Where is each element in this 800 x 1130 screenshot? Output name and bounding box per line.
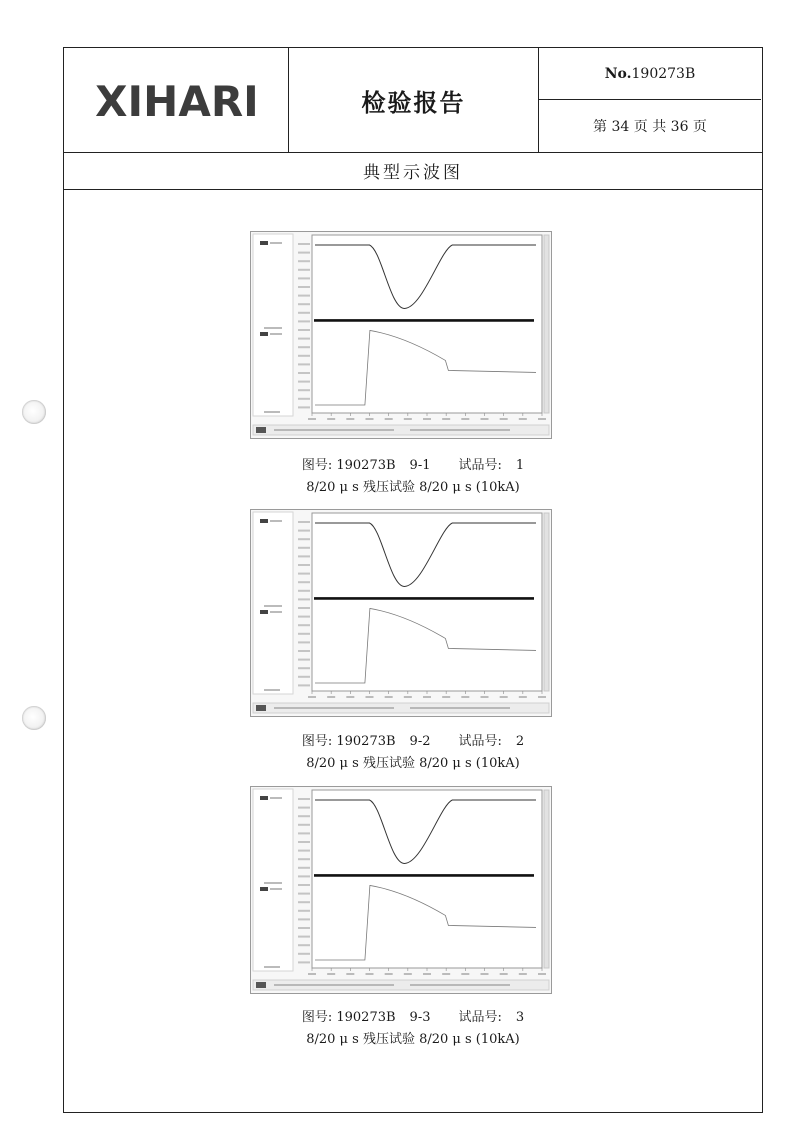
y-tick-label <box>298 312 310 314</box>
x-tick-label <box>327 973 335 975</box>
x-tick-label <box>519 418 527 420</box>
y-tick-label <box>298 252 310 254</box>
sample-number: 3 <box>515 1010 525 1025</box>
oscillogram-screen <box>250 509 552 717</box>
y-tick-label <box>298 624 310 626</box>
sample-number: 1 <box>515 458 525 473</box>
y-tick-label <box>298 650 310 652</box>
x-tick-label <box>308 973 316 975</box>
y-tick-label <box>298 564 310 566</box>
y-tick-label <box>298 944 310 946</box>
group-label <box>264 605 282 607</box>
y-tick-label <box>298 573 310 575</box>
channel-1-swatch <box>260 519 268 523</box>
figure-label: 图号: <box>301 458 333 473</box>
x-tick-label <box>346 418 354 420</box>
status-button <box>256 982 266 988</box>
x-tick-label <box>404 418 412 420</box>
channel-1-label <box>270 520 282 522</box>
y-tick-label <box>298 858 310 860</box>
group-label <box>264 327 282 329</box>
oscillogram-screen <box>250 786 552 994</box>
y-tick-label <box>298 667 310 669</box>
y-tick-label <box>298 381 310 383</box>
y-tick-label <box>298 684 310 686</box>
y-tick-label <box>298 398 310 400</box>
y-tick-label <box>298 286 310 288</box>
x-tick-label <box>442 973 450 975</box>
y-tick-label <box>298 590 310 592</box>
x-tick-label <box>404 696 412 698</box>
x-tick-label <box>385 418 393 420</box>
y-tick-label <box>298 363 310 365</box>
report-number-value: 190273B <box>631 65 696 82</box>
channel-panel <box>253 234 293 416</box>
figure-number: 190273B <box>336 458 396 473</box>
page-info: 第 34 页 共 36 页 <box>593 119 707 135</box>
y-tick-label <box>298 346 310 348</box>
y-tick-label <box>298 389 310 391</box>
figure-sub: 9-3 <box>409 1010 431 1025</box>
channel-2-swatch <box>260 887 268 891</box>
y-tick-label <box>298 918 310 920</box>
y-tick-label <box>298 875 310 877</box>
y-tick-label <box>298 372 310 374</box>
y-tick-label <box>298 841 310 843</box>
channel-2-swatch <box>260 332 268 336</box>
y-tick-label <box>298 893 310 895</box>
y-tick-label <box>298 581 310 583</box>
x-tick-label <box>423 418 431 420</box>
x-tick-label <box>366 973 374 975</box>
x-tick-label <box>366 696 374 698</box>
y-tick-label <box>298 676 310 678</box>
x-tick-label <box>538 696 546 698</box>
report-number-label: No. <box>604 65 632 82</box>
channel-2-label <box>270 611 282 613</box>
figure-id-line <box>63 1007 763 1029</box>
oscillogram-1 <box>250 231 552 439</box>
x-tick-label <box>481 973 489 975</box>
sample-label: 试品号: <box>458 734 502 749</box>
channel-1-swatch <box>260 241 268 245</box>
figure-caption-2 <box>63 731 763 775</box>
sample-number: 2 <box>515 734 525 749</box>
y-tick-label <box>298 901 310 903</box>
figure-sub: 9-2 <box>409 734 431 749</box>
y-tick-label <box>298 555 310 557</box>
channel-2-label <box>270 333 282 335</box>
status-readout-2 <box>410 984 510 986</box>
channel-panel <box>253 789 293 971</box>
y-tick-label <box>298 598 310 600</box>
oscillogram-3 <box>250 786 552 994</box>
y-tick-label <box>298 910 310 912</box>
company-logo <box>82 70 272 130</box>
x-tick-label <box>461 973 469 975</box>
x-tick-label <box>327 418 335 420</box>
figure-number: 190273B <box>336 1010 396 1025</box>
channel-2-swatch <box>260 610 268 614</box>
x-tick-label <box>519 696 527 698</box>
x-tick-label <box>442 418 450 420</box>
x-tick-label <box>500 973 508 975</box>
y-tick-label <box>298 832 310 834</box>
figure-caption-3 <box>63 1007 763 1051</box>
test-description: 8/20 μ s 残压试验 8/20 μ s (10kA) <box>306 756 520 771</box>
y-tick-label <box>298 607 310 609</box>
y-tick-label <box>298 633 310 635</box>
y-tick-label <box>298 659 310 661</box>
x-tick-label <box>461 418 469 420</box>
plot-area <box>312 790 542 968</box>
x-tick-label <box>308 696 316 698</box>
status-readout-1 <box>274 707 394 709</box>
punch-hole-bottom <box>22 706 46 730</box>
y-tick-label <box>298 824 310 826</box>
panel-footer-label <box>264 966 280 968</box>
x-tick-label <box>308 418 316 420</box>
x-tick-label <box>423 696 431 698</box>
y-tick-label <box>298 338 310 340</box>
x-tick-label <box>327 696 335 698</box>
y-tick-label <box>298 295 310 297</box>
sample-label: 试品号: <box>458 1010 502 1025</box>
logo-text: XIHARI <box>95 77 259 126</box>
report-number <box>539 48 761 100</box>
y-tick-label <box>298 406 310 408</box>
oscillogram-2 <box>250 509 552 717</box>
x-tick-label <box>519 973 527 975</box>
y-tick-label <box>298 547 310 549</box>
x-tick-label <box>404 973 412 975</box>
x-tick-label <box>346 973 354 975</box>
y-tick-label <box>298 815 310 817</box>
figure-id-line <box>63 455 763 477</box>
status-readout-1 <box>274 429 394 431</box>
x-tick-label <box>538 973 546 975</box>
y-tick-label <box>298 243 310 245</box>
x-tick-label <box>500 418 508 420</box>
x-tick-label <box>442 696 450 698</box>
status-button <box>256 705 266 711</box>
report-title: 检验报告 <box>361 88 466 117</box>
y-tick-label <box>298 961 310 963</box>
channel-2-label <box>270 888 282 890</box>
y-tick-label <box>298 355 310 357</box>
x-tick-label <box>385 973 393 975</box>
panel-footer-label <box>264 411 280 413</box>
y-tick-label <box>298 269 310 271</box>
panel-footer-label <box>264 689 280 691</box>
channel-1-swatch <box>260 796 268 800</box>
y-tick-label <box>298 277 310 279</box>
figure-number: 190273B <box>336 734 396 749</box>
oscillogram-screen <box>250 231 552 439</box>
plot-area <box>312 235 542 413</box>
y-tick-label <box>298 616 310 618</box>
x-tick-label <box>346 696 354 698</box>
y-tick-label <box>298 329 310 331</box>
y-tick-label <box>298 260 310 262</box>
y-tick-label <box>298 521 310 523</box>
test-description: 8/20 μ s 残压试验 8/20 μ s (10kA) <box>306 480 520 495</box>
channel-1-label <box>270 242 282 244</box>
title-cell <box>289 48 539 152</box>
figure-id-line <box>63 731 763 753</box>
x-tick-label <box>423 973 431 975</box>
sample-label: 试品号: <box>458 458 502 473</box>
x-tick-label <box>481 418 489 420</box>
channel-panel <box>253 512 293 694</box>
y-tick-label <box>298 927 310 929</box>
test-description: 8/20 μ s 残压试验 8/20 μ s (10kA) <box>306 1032 520 1047</box>
status-button <box>256 427 266 433</box>
logo-cell <box>64 48 289 152</box>
x-tick-label <box>500 696 508 698</box>
y-tick-label <box>298 850 310 852</box>
scrollbar-strip <box>544 235 549 413</box>
report-meta <box>539 48 761 152</box>
figure-caption-1 <box>63 455 763 499</box>
y-tick-label <box>298 798 310 800</box>
y-tick-label <box>298 303 310 305</box>
section-title: 典型示波图 <box>64 152 762 190</box>
y-tick-label <box>298 641 310 643</box>
x-tick-label <box>481 696 489 698</box>
y-tick-label <box>298 936 310 938</box>
y-tick-label <box>298 320 310 322</box>
punch-hole-top <box>22 400 46 424</box>
report-header <box>64 48 762 153</box>
group-label <box>264 882 282 884</box>
y-tick-label <box>298 530 310 532</box>
x-tick-label <box>366 418 374 420</box>
y-tick-label <box>298 884 310 886</box>
figure-label: 图号: <box>301 1010 333 1025</box>
status-readout-2 <box>410 429 510 431</box>
plot-area <box>312 513 542 691</box>
y-tick-label <box>298 538 310 540</box>
y-tick-label <box>298 867 310 869</box>
scrollbar-strip <box>544 513 549 691</box>
x-tick-label <box>461 696 469 698</box>
x-tick-label <box>538 418 546 420</box>
figure-sub: 9-1 <box>409 458 431 473</box>
scrollbar-strip <box>544 790 549 968</box>
channel-1-label <box>270 797 282 799</box>
figure-label: 图号: <box>301 734 333 749</box>
x-tick-label <box>385 696 393 698</box>
y-tick-label <box>298 953 310 955</box>
y-tick-label <box>298 807 310 809</box>
status-readout-1 <box>274 984 394 986</box>
status-readout-2 <box>410 707 510 709</box>
